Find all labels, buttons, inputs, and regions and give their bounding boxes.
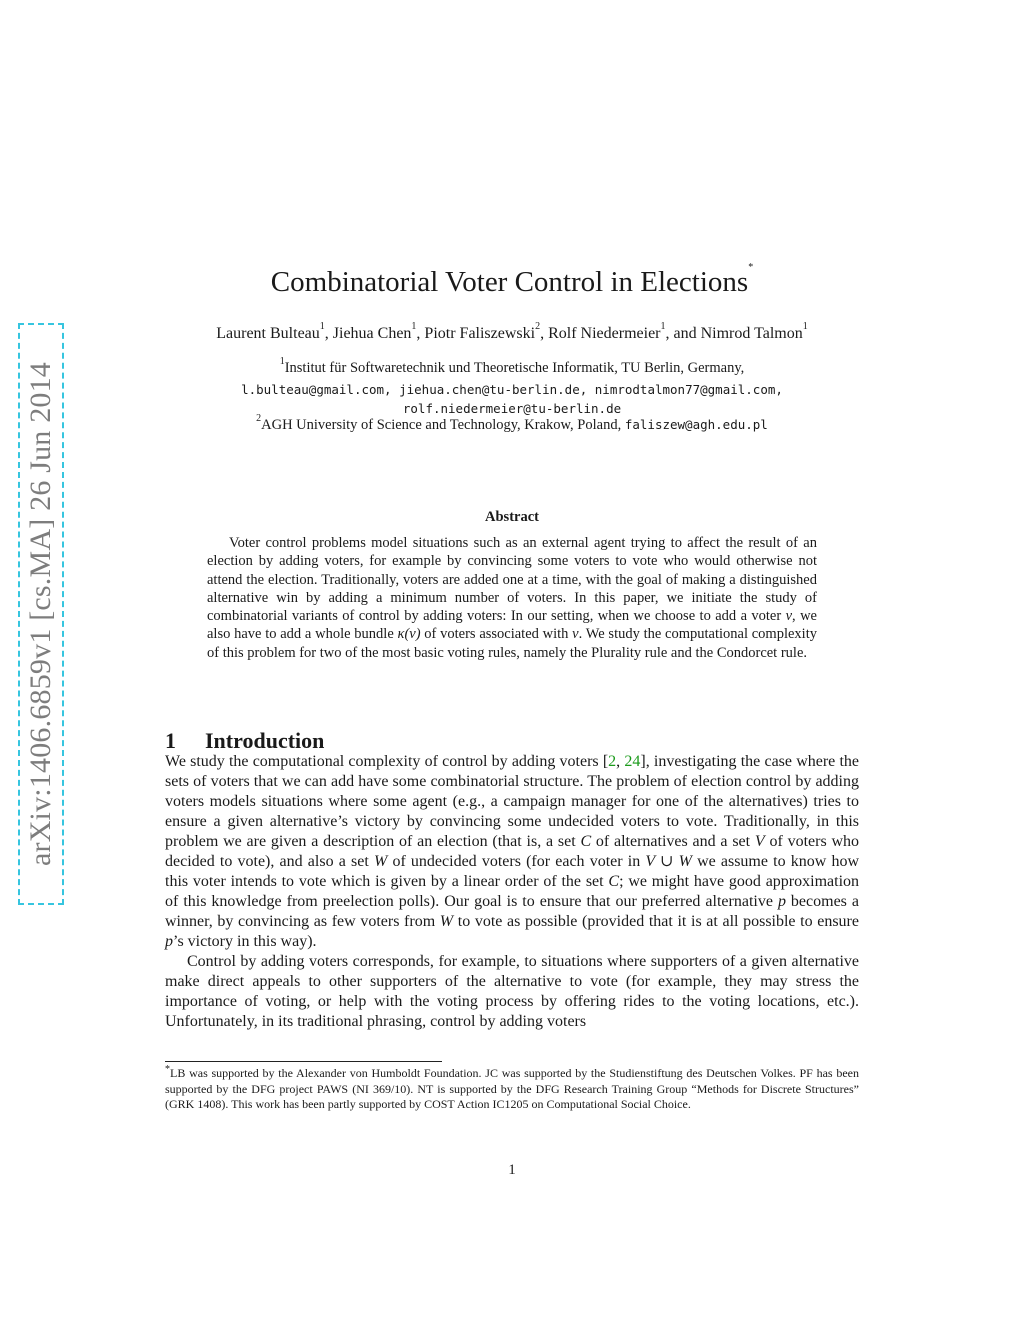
- math-var: v: [572, 626, 579, 643]
- title-footnote-mark: *: [748, 262, 754, 273]
- footnote-rule: [165, 1061, 442, 1062]
- citation-link[interactable]: 2: [608, 753, 617, 770]
- affiliation-text: AGH University of Science and Technology, Krakow, Poland,: [261, 417, 625, 433]
- affiliation-email: faliszew@agh.edu.pl: [624, 417, 768, 432]
- math-var: v: [785, 608, 793, 625]
- author: [700, 321, 808, 342]
- footnote: [165, 1066, 859, 1113]
- math-var: p: [777, 893, 786, 910]
- math-var: W: [373, 853, 388, 870]
- arxiv-stamp-text: arXiv:1406.6859v1 [cs.MA] 26 Jun 2014: [24, 361, 57, 867]
- author-name: Rolf Niedermeier: [548, 325, 661, 342]
- paper-title-text: Combinatorial Voter Control in Elections: [270, 266, 749, 298]
- affiliation-1-emails: l.bulteau@gmail.com, jiehua.chen@tu-berlin.de, nimrodtalmon77@gmail.com,: [241, 382, 783, 397]
- author-name: Laurent Bulteau: [216, 325, 320, 342]
- author-affiliation-mark: 2: [535, 321, 541, 332]
- paper-title: [0, 262, 1024, 299]
- math-expr: V ∪ W: [645, 853, 692, 870]
- affiliation-mark: 1: [279, 356, 285, 367]
- author: [548, 321, 666, 342]
- affiliation-mark: 2: [256, 413, 262, 424]
- section-heading: [165, 728, 324, 754]
- section-number: 1: [165, 728, 176, 754]
- author-name: Piotr Faliszewski: [424, 325, 536, 342]
- page-number: 1: [508, 1162, 516, 1178]
- footnote-mark: *: [165, 1064, 170, 1075]
- affiliation-text: Institut für Softwaretechnik und Theoretische Informatik, TU Berlin, Germany,: [284, 360, 745, 376]
- paragraph: We study the computational complexity of control by adding voters [2, 24], investigating the case where the sets of voters that we can add have some combinatorial structure. The problem of election control by adding voters models situations where some agent (e.g., a campaign manager for one of the alternatives) tries to ensure a given alternative’s victory by convincing some undecided voters to vote. Traditionally, in this problem we are given a description of an election (that is, a set C of alternatives and a set V of voters who decided to vote), and also a set W of undecided voters (for each voter in V ∪ W we assume to know how this voter intends to vote which is given by a linear order of the set C; we might have good approximation of this knowledge from preelection polls). Our goal is to ensure that our preferred alternative p becomes a winner, by convincing as few voters from W to vote as possible (provided that it is at all possible to ensure p’s victory in this way).: [165, 753, 860, 950]
- section-title: Introduction: [205, 728, 325, 754]
- citation-link[interactable]: 24: [624, 753, 641, 770]
- author-affiliation-mark: 1: [660, 321, 666, 332]
- author-name: Jiehua Chen: [332, 325, 412, 342]
- author-affiliation-mark: 1: [411, 321, 417, 332]
- author: [424, 321, 541, 342]
- author-separator: ,: [324, 325, 333, 342]
- affiliation-1-emails-cont: rolf.niedermeier@tu-berlin.de: [402, 401, 622, 416]
- math-var: C: [608, 873, 620, 890]
- author-affiliation-mark: 1: [802, 321, 808, 332]
- affiliation-2: [0, 413, 1024, 434]
- math-kappa: κ(v): [397, 626, 421, 643]
- affiliation-1: [0, 356, 1024, 377]
- abstract-heading: Abstract: [485, 509, 539, 525]
- author-separator: , and: [665, 325, 701, 342]
- author-separator: ,: [540, 325, 549, 342]
- paragraph: Control by adding voters corresponds, for example, to situations where supporters of a given alternative make direct appeals to other supporters of the alternative to vote (for example, they may stress the importance of voting, or help with the voting process by offering rides to the voting locations, etc.). Unfortunately, in its traditional phrasing, control by adding voters: [165, 953, 859, 1030]
- math-var: p: [165, 933, 173, 950]
- author-separator: ,: [416, 325, 425, 342]
- math-var: W: [439, 913, 454, 930]
- math-var: V: [754, 833, 765, 850]
- abstract-body: Voter control problems model situations such as an external agent trying to affect the result of an election by adding voters, for example by convincing some voters to vote who would otherwise not attend the election. Traditionally, voters are added one at a time, with the goal of making a distinguished alternative win by adding a minimum number of voters. In this paper, we initiate the study of combinatorial variants of control by adding voters: In our setting, when we choose to add a voter v, we also have to add a whole bundle κ(v) of voters associated with v. We study the computational complexity of this problem for two of the most basic voting rules, namely the Plurality rule and the Condorcet rule.: [207, 535, 817, 661]
- author-name: Nimrod Talmon: [700, 325, 803, 342]
- author: [332, 321, 417, 342]
- author-affiliation-mark: 1: [319, 321, 325, 332]
- footnote-text: LB was supported by the Alexander von Humboldt Foundation. JC was supported by the Studienstiftung des Deutschen Volkes. PF has been supported by the DFG project PAWS (NI 369/10). NT is supported by the DFG Research Training Group “Methods for Discrete Structures” (GRK 1408). This work has been partly supported by COST Action IC1205 on Computational Social Choice.: [165, 1066, 859, 1112]
- intro-body: [165, 752, 859, 1032]
- math-var: C: [580, 833, 592, 850]
- author-list: [0, 321, 1024, 343]
- author: [216, 321, 325, 342]
